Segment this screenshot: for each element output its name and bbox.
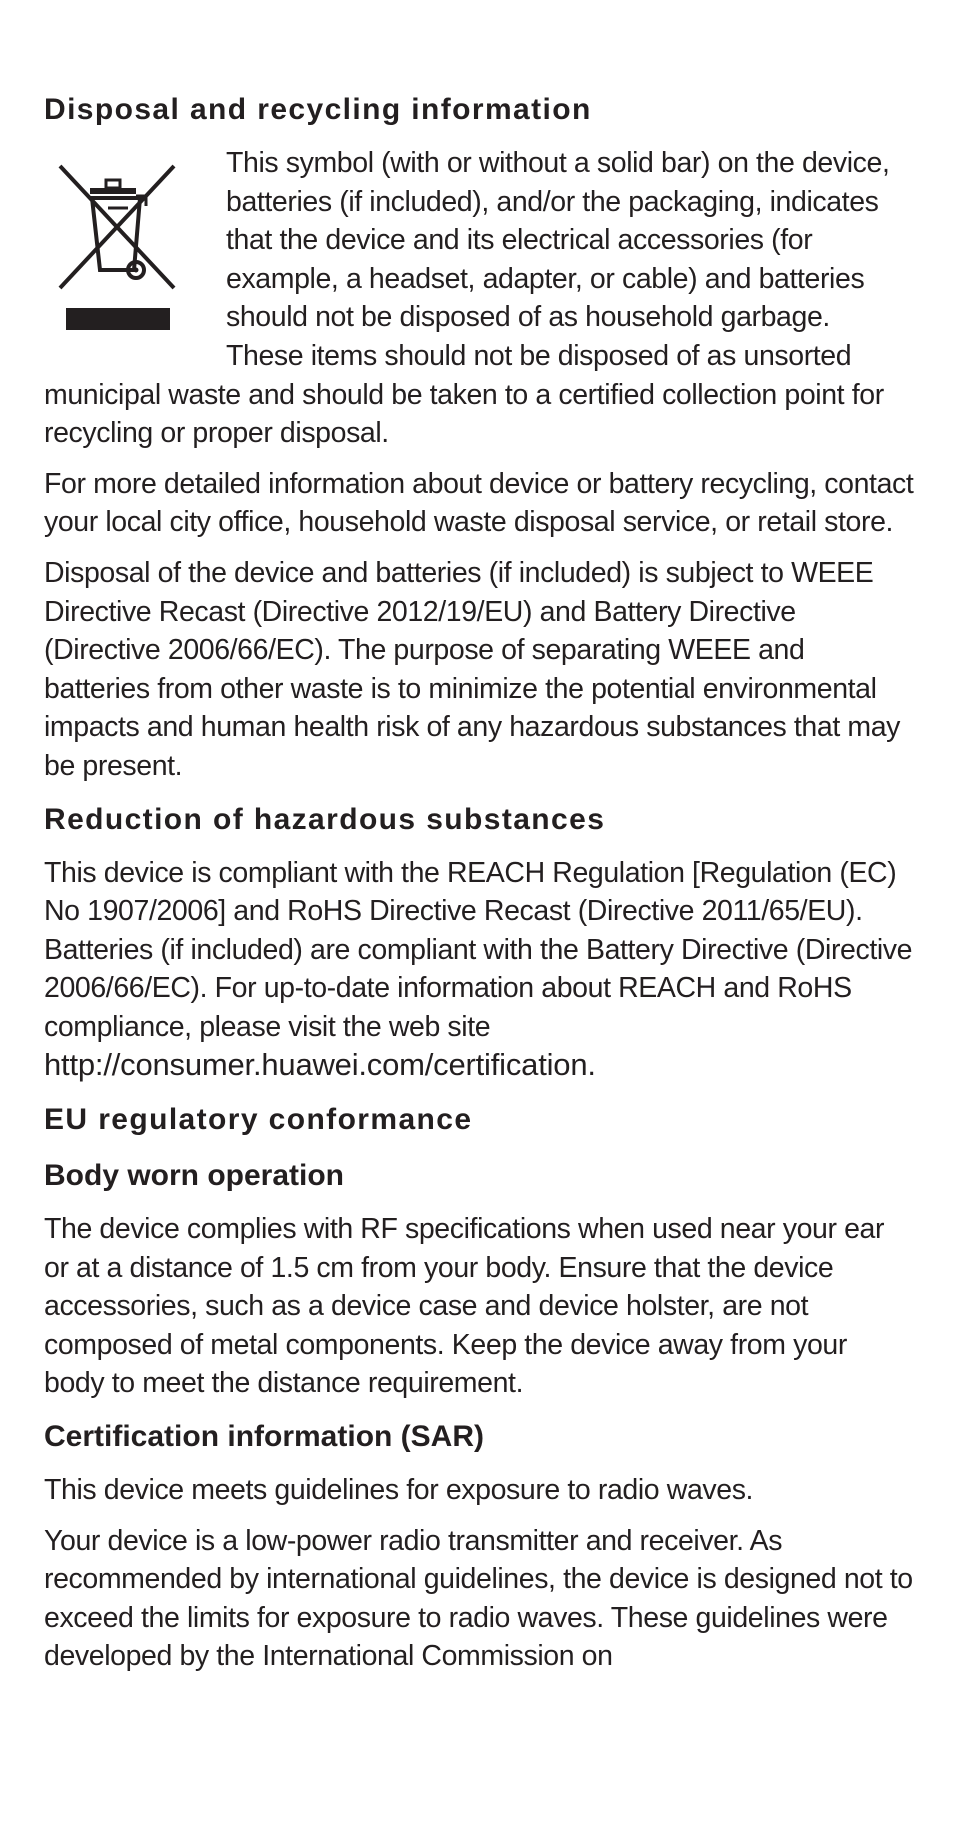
hazardous-heading: Reduction of hazardous substances (44, 802, 606, 836)
eu-heading: EU regulatory conformance (44, 1103, 473, 1137)
sar-paragraph-2: Your device is a low-power radio transmitter and receiver. As recommended by international guidelines, the device is designed not to exceed the limits for exposure to radio waves. These guidelines were developed by the International Commission on (44, 1524, 913, 1673)
body-worn-paragraph: The device complies with RF specifications when used near your ear or at a distance of 1.5 cm from your body. Ensure that the device accessories, such as a device case and device holster, are not composed of metal components. Keep the device away from your body to meet the distance requirement. (44, 1213, 885, 1400)
document-page (44, 88, 914, 1688)
disposal-paragraph-2: For more detailed information about device or battery recycling, contact your local city office, household waste disposal service, or retail store. (44, 467, 914, 539)
disposal-heading: Disposal and recycling information (44, 93, 592, 126)
hazardous-text: This device is compliant with the REACH Regulation [Regulation (EC) No 1907/2006] and RoHS Directive Recast (Directive 2011/65/EU). Batteries (if included) are compliant with the Battery Directive (Directive 2006/66/EC). For up-to-date information about REACH and RoHS compliance, please visit the web site (44, 856, 913, 1043)
certification-link[interactable]: http://consumer.huawei.com/certification. (44, 1047, 596, 1083)
body-worn-heading: Body worn operation (44, 1159, 344, 1193)
disposal-block (44, 144, 914, 453)
crossed-out-wheeled-bin-icon (52, 152, 182, 332)
disposal-paragraph-3: Disposal of the device and batteries (if included) is subject to WEEE Directive Recast (Directive 2012/19/EU) and Battery Directive (Directive 2006/66/EC). The purpose of separating WEEE and batteries from other waste is to minimize the potential environmental impacts and human health risk of any hazardous substances that may be present. (44, 556, 901, 782)
disposal-paragraph-1: This symbol (with or without a solid bar) on the device, batteries (if included), and/or the packaging, indicates that the device and its electrical accessories (for example, a headset, adapter, or cable) and batteries should not be disposed of as household garbage. These items should not be disposed of as unsorted municipal waste and should be taken to a certified collection point for recycling or proper disposal. (44, 147, 890, 450)
hazardous-paragraph (44, 854, 914, 1087)
sar-paragraph-1: This device meets guidelines for exposure to radio waves. (44, 1474, 754, 1507)
sar-heading: Certification information (SAR) (44, 1420, 484, 1454)
